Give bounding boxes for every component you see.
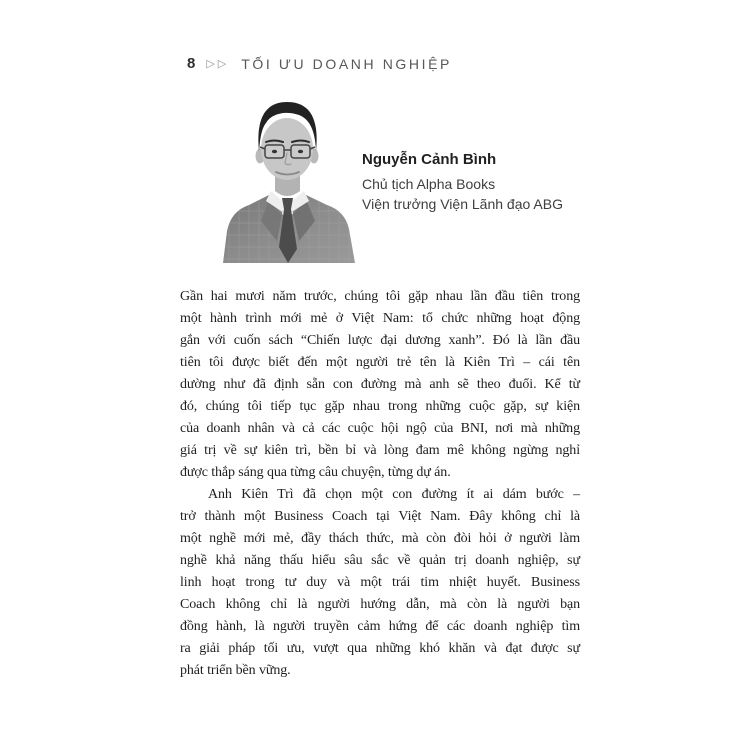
paragraph	[180, 484, 580, 682]
text-line: tiên tôi được biết đến một người trẻ tên là Kiên Trì – cái tên	[180, 355, 580, 370]
author-caption	[362, 151, 563, 214]
text-line: gắn với cuốn sách “Chiến lược đại dương xanh”. Đó là lần đầu	[180, 333, 580, 348]
text-line: giá trị về sự kiên trì, bền bỉ và lòng đam mê không ngừng nghỉ	[180, 443, 580, 458]
author-photo	[221, 99, 358, 263]
text-line: Coach không chỉ là người hướng dẫn, mà còn là người bạn	[180, 597, 580, 612]
author-name: Nguyễn Cảnh Bình	[362, 151, 497, 168]
text-line: dường như đã định sẵn con đường mà anh sẽ theo đuổi. Kể từ	[180, 377, 580, 392]
text-line: một nghề mới mẻ, đầy thách thức, mà còn đòi hỏi ở người làm	[180, 531, 580, 546]
text-line: một hành trình mới mẻ ở Việt Nam: tổ chức những hoạt động	[180, 311, 580, 326]
author-title-1: Chủ tịch Alpha Books	[362, 176, 496, 192]
paragraph	[180, 286, 580, 484]
running-head-title: TỐI ƯU DOANH NGHIỆP	[241, 55, 452, 72]
double-chevron-icon: ▷▷	[206, 58, 230, 70]
portrait-illustration	[221, 99, 358, 263]
text-line: linh hoạt trong tư duy và một trái tim nhiệt huyết. Business	[180, 575, 580, 590]
text-line: ra giải pháp tối ưu, vượt qua những khó khăn và đạt được sự	[180, 641, 580, 656]
text-line: được thắp sáng qua từng câu chuyện, từng dự án.	[180, 465, 451, 480]
text-line: đó, chúng tôi tiếp tục gặp nhau trong những cuộc gặp, sự kiện	[180, 399, 580, 414]
page-number: 8	[187, 55, 197, 72]
text-line: Anh Kiên Trì đã chọn một con đường ít ai dám bước –	[208, 487, 580, 502]
text-line: của doanh nhân và cả các cuộc hội ngộ của BNI, nơi mà những	[180, 421, 580, 436]
text-line: nghề khả năng thấu hiểu sâu sắc về quản trị doanh nghiệp, sự	[180, 553, 580, 568]
author-title-2: Viện trưởng Viện Lãnh đạo ABG	[362, 196, 563, 212]
text-line: Gần hai mươi năm trước, chúng tôi gặp nhau lần đầu tiên trong	[180, 289, 580, 304]
text-line: trở thành một Business Coach tại Việt Nam. Đây không chỉ là	[180, 509, 580, 524]
text-line: đồng hành, là người truyền cảm hứng để các doanh nghiệp tìm	[180, 619, 580, 634]
text-line: phát triển bền vững.	[180, 663, 291, 678]
page-header	[187, 55, 452, 72]
body-text	[180, 286, 580, 682]
